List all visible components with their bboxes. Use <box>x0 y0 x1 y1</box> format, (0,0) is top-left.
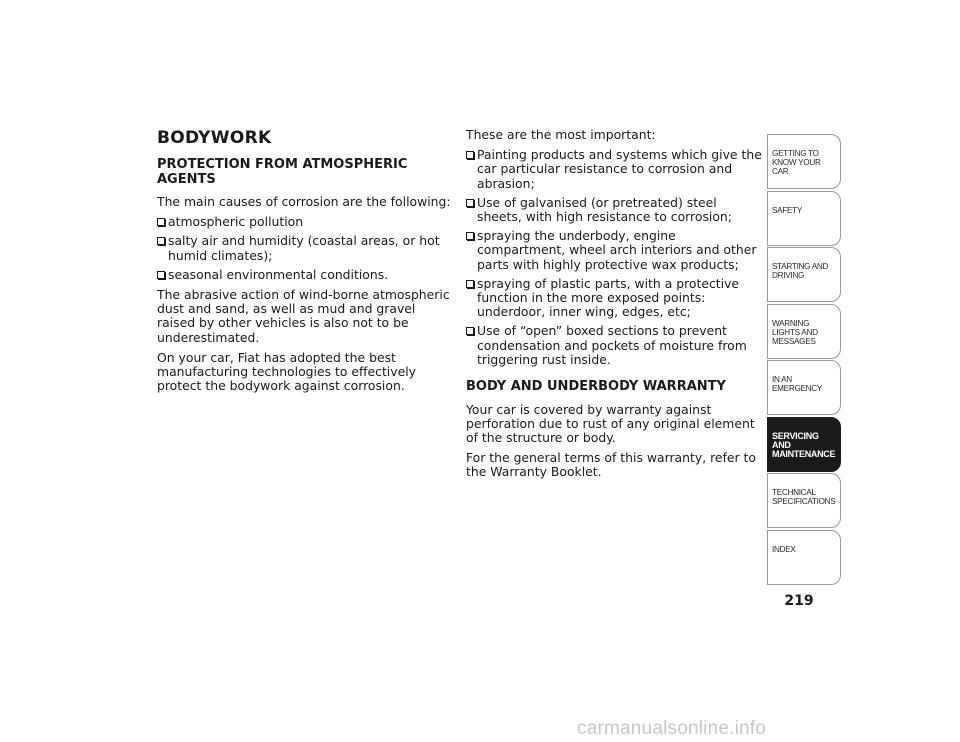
list-item: seasonal environmental conditions. <box>157 268 453 282</box>
intro-paragraph: The main causes of corrosion are the following: <box>157 194 451 209</box>
subsection-title: PROTECTION FROM ATMOSPHERIC AGENTS <box>157 157 408 187</box>
checkbox-bullet-icon <box>157 271 165 279</box>
body-paragraph: Your car is covered by warranty against perforation due to rust of any original element of the structure or body. <box>466 401 755 445</box>
checkbox-bullet-icon <box>466 232 474 240</box>
list-item: spraying of plastic parts, with a protective function in the more exposed points: underdoor, inner wing, edges, etc; <box>466 277 762 320</box>
tab-safety[interactable]: SAFETY <box>767 191 841 246</box>
tab-technical-specifications[interactable]: TECHNICAL SPECIFICATIONS <box>767 473 841 528</box>
list-item: salty air and humidity (coastal areas, or hot humid climates); <box>157 234 453 262</box>
checkbox-bullet-icon <box>157 237 165 245</box>
chapter-tabs <box>767 134 841 586</box>
warranty-title: BODY AND UNDERBODY WARRANTY <box>466 379 726 395</box>
causes-list <box>157 215 453 282</box>
protection-list <box>466 148 762 367</box>
checkbox-bullet-icon <box>466 151 474 159</box>
checkbox-bullet-icon <box>157 218 165 226</box>
body-paragraph: On your car, Fiat has adopted the best manufacturing technologies to effectively protect the bodywork against corrosion. <box>157 349 416 394</box>
list-item: Use of galvanised (or pretreated) steel sheets, with high resistance to corrosion; <box>466 196 762 224</box>
tab-warning-lights[interactable]: WARNING LIGHTS AND MESSAGES <box>767 304 841 359</box>
list-item: atmospheric pollution <box>157 215 453 229</box>
list-item: Painting products and systems which give the car particular resistance to corrosion and abrasion; <box>466 148 762 191</box>
checkbox-bullet-icon <box>466 327 474 335</box>
tab-index[interactable]: INDEX <box>767 530 841 585</box>
watermark: carmanualsonline.info <box>577 718 767 739</box>
left-column <box>157 128 453 399</box>
page-number: 219 <box>784 593 814 609</box>
tab-in-an-emergency[interactable]: IN AN EMERGENCY <box>767 360 841 415</box>
tab-getting-to-know-your-car[interactable]: GETTING TO KNOW YOUR CAR <box>767 134 841 189</box>
tab-servicing-and-maintenance[interactable]: SERVICING AND MAINTENANCE <box>767 417 841 472</box>
section-title: BODYWORK <box>157 128 272 148</box>
tab-starting-and-driving[interactable]: STARTING AND DRIVING <box>767 247 841 302</box>
right-column <box>466 128 762 486</box>
intro-paragraph: These are the most important: <box>466 127 656 142</box>
body-paragraph: The abrasive action of wind-borne atmospheric dust and sand, as well as mud and gravel raised by other vehicles is also not to be underestimated. <box>157 287 450 345</box>
checkbox-bullet-icon <box>466 280 474 288</box>
checkbox-bullet-icon <box>466 199 474 207</box>
body-paragraph: For the general terms of this warranty, refer to the Warranty Booklet. <box>466 450 756 480</box>
list-item: Use of “open” boxed sections to prevent condensation and pockets of moisture from triggering rust inside. <box>466 324 762 367</box>
list-item: spraying the underbody, engine compartment, wheel arch interiors and other parts with highly protective wax products; <box>466 229 762 272</box>
